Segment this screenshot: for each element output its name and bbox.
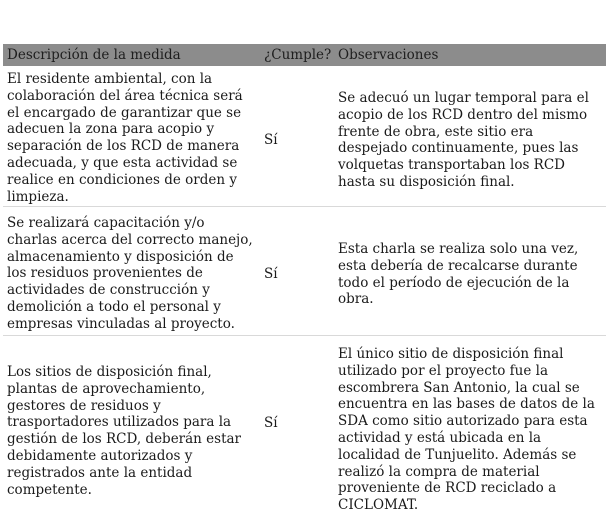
descripcion-cell: El residente ambiental, con la colaboración del área técnica será el encargado de garantizar que se adecuen la zona para acopio y separación de los RCD de manera adecuada, y que esta actividad se realice en condiciones de orden y limpieza. (7, 71, 243, 205)
measures-table (3, 44, 606, 512)
descripcion-cell: Los sitios de disposición final, plantas de aprovechamiento, gestores de residuos y trasportadores utilizados para la gestión de los RCD, deberán estar debidamente autorizados y registrados ante la entidad competente. (7, 364, 242, 498)
header-cumple: ¿Cumple? (264, 47, 332, 63)
observaciones-cell: El único sitio de disposición final utilizado por el proyecto fue la escombrera San Antonio, la cual se encuentra en las bases de datos de la SDA como sitio autorizado para esta actividad y está ubicada en la localidad de Tunjuelito. Además se realizó la compra de material proveniente de RCD reciclado a CICLOMAT. (338, 346, 595, 514)
header-observaciones: Observaciones (338, 47, 439, 63)
cumple-cell: Sí (264, 415, 278, 431)
cumple-cell: Sí (264, 266, 278, 282)
table-row (3, 336, 606, 512)
descripcion-cell: Se realizará capacitación y/o charlas acerca del correcto manejo, almacenamiento y disposición de los residuos provenientes de actividades de construcción y demolición a todo el personal y empresas vinculadas al proyecto. (7, 215, 253, 332)
header-descripcion: Descripción de la medida (7, 47, 181, 63)
cumple-cell: Sí (264, 132, 278, 148)
table-row (3, 207, 606, 336)
observaciones-cell: Se adecuó un lugar temporal para el acopio de los RCD dentro del mismo frente de obra, este sitio era despejado continuamente, pues las volquetas transportaban los RCD hasta su disposición final. (338, 90, 589, 190)
observaciones-cell: Esta charla se realiza solo una vez, esta debería de recalcarse durante todo el período de ejecución de la obra. (338, 241, 579, 308)
table-header (3, 44, 606, 66)
table-row (3, 66, 606, 207)
